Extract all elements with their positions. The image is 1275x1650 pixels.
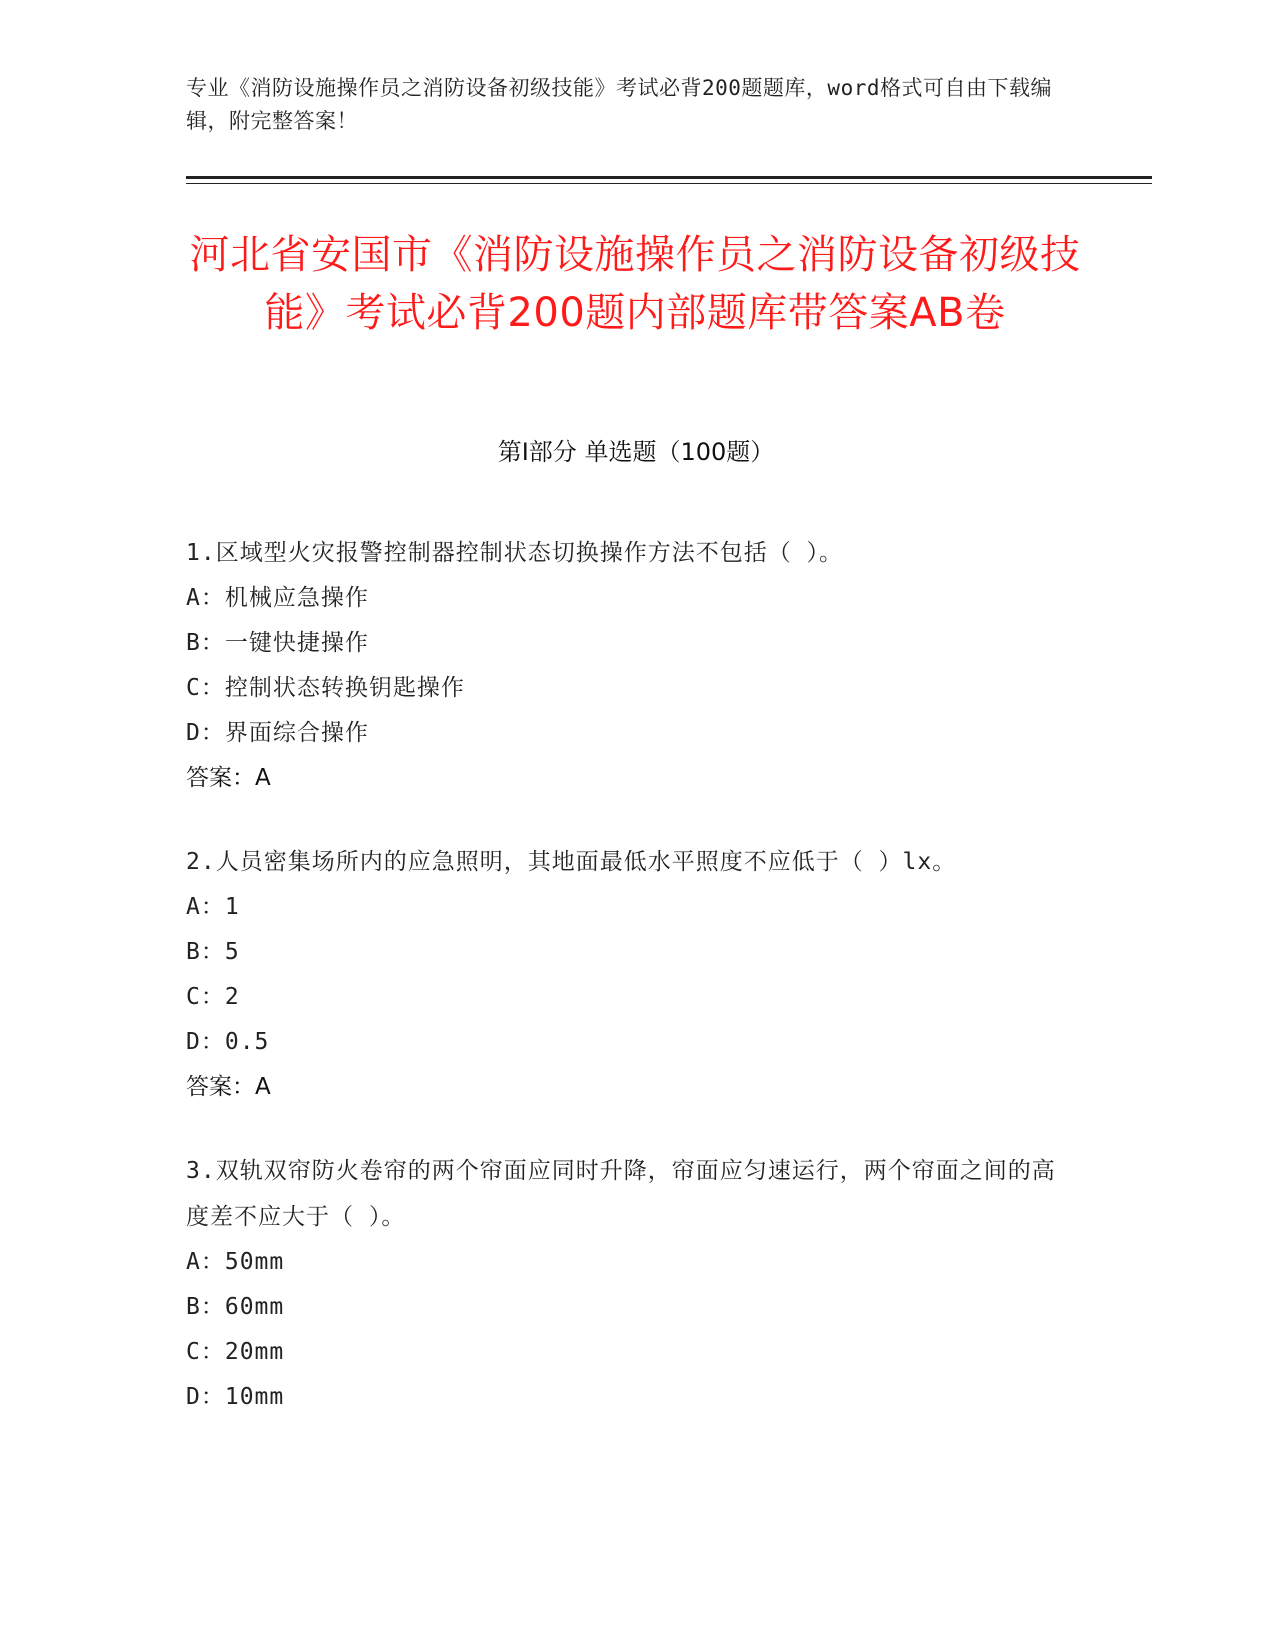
question-stem: 2.人员密集场所内的应急照明，其地面最低水平照度不应低于（ ）lx。 bbox=[186, 849, 957, 875]
question-stem: 3.双轨双帘防火卷帘的两个帘面应同时升降，帘面应匀速运行，两个帘面之间的高度差不应大于（ ）。 bbox=[186, 1158, 1056, 1230]
option-c: C：控制状态转换钥匙操作 bbox=[186, 675, 465, 701]
question-3 bbox=[186, 1148, 1066, 1420]
option-a: A：机械应急操作 bbox=[186, 585, 369, 611]
option-d: D：界面综合操作 bbox=[186, 720, 369, 746]
header-note: 专业《消防设施操作员之消防设备初级技能》考试必背200题题库，word格式可自由下载编辑，附完整答案！ bbox=[186, 76, 1052, 133]
option-c: C：20mm bbox=[186, 1339, 285, 1365]
option-a: A：50mm bbox=[186, 1249, 285, 1275]
section-heading: 第I部分 单选题（100题） bbox=[497, 438, 775, 466]
option-b: B：60mm bbox=[186, 1294, 285, 1320]
question-list bbox=[186, 530, 1066, 1458]
option-b: B：一键快捷操作 bbox=[186, 630, 369, 656]
question-2 bbox=[186, 839, 1066, 1110]
option-d: D：10mm bbox=[186, 1384, 285, 1410]
answer: 答案：A bbox=[186, 1074, 271, 1100]
question-stem: 1.区域型火灾报警控制器控制状态切换操作方法不包括（ ）。 bbox=[186, 540, 844, 566]
header-rule-thick bbox=[186, 176, 1152, 179]
answer: 答案：A bbox=[186, 765, 271, 791]
option-a: A：1 bbox=[186, 894, 240, 920]
option-c: C：2 bbox=[186, 984, 240, 1010]
option-d: D：0.5 bbox=[186, 1029, 270, 1055]
option-b: B：5 bbox=[186, 939, 240, 965]
document-title: 河北省安国市《消防设施操作员之消防设备初级技能》考试必背200题内部题库带答案AB卷 bbox=[189, 232, 1081, 336]
header-rule-thin bbox=[186, 183, 1152, 184]
question-1 bbox=[186, 530, 1066, 801]
